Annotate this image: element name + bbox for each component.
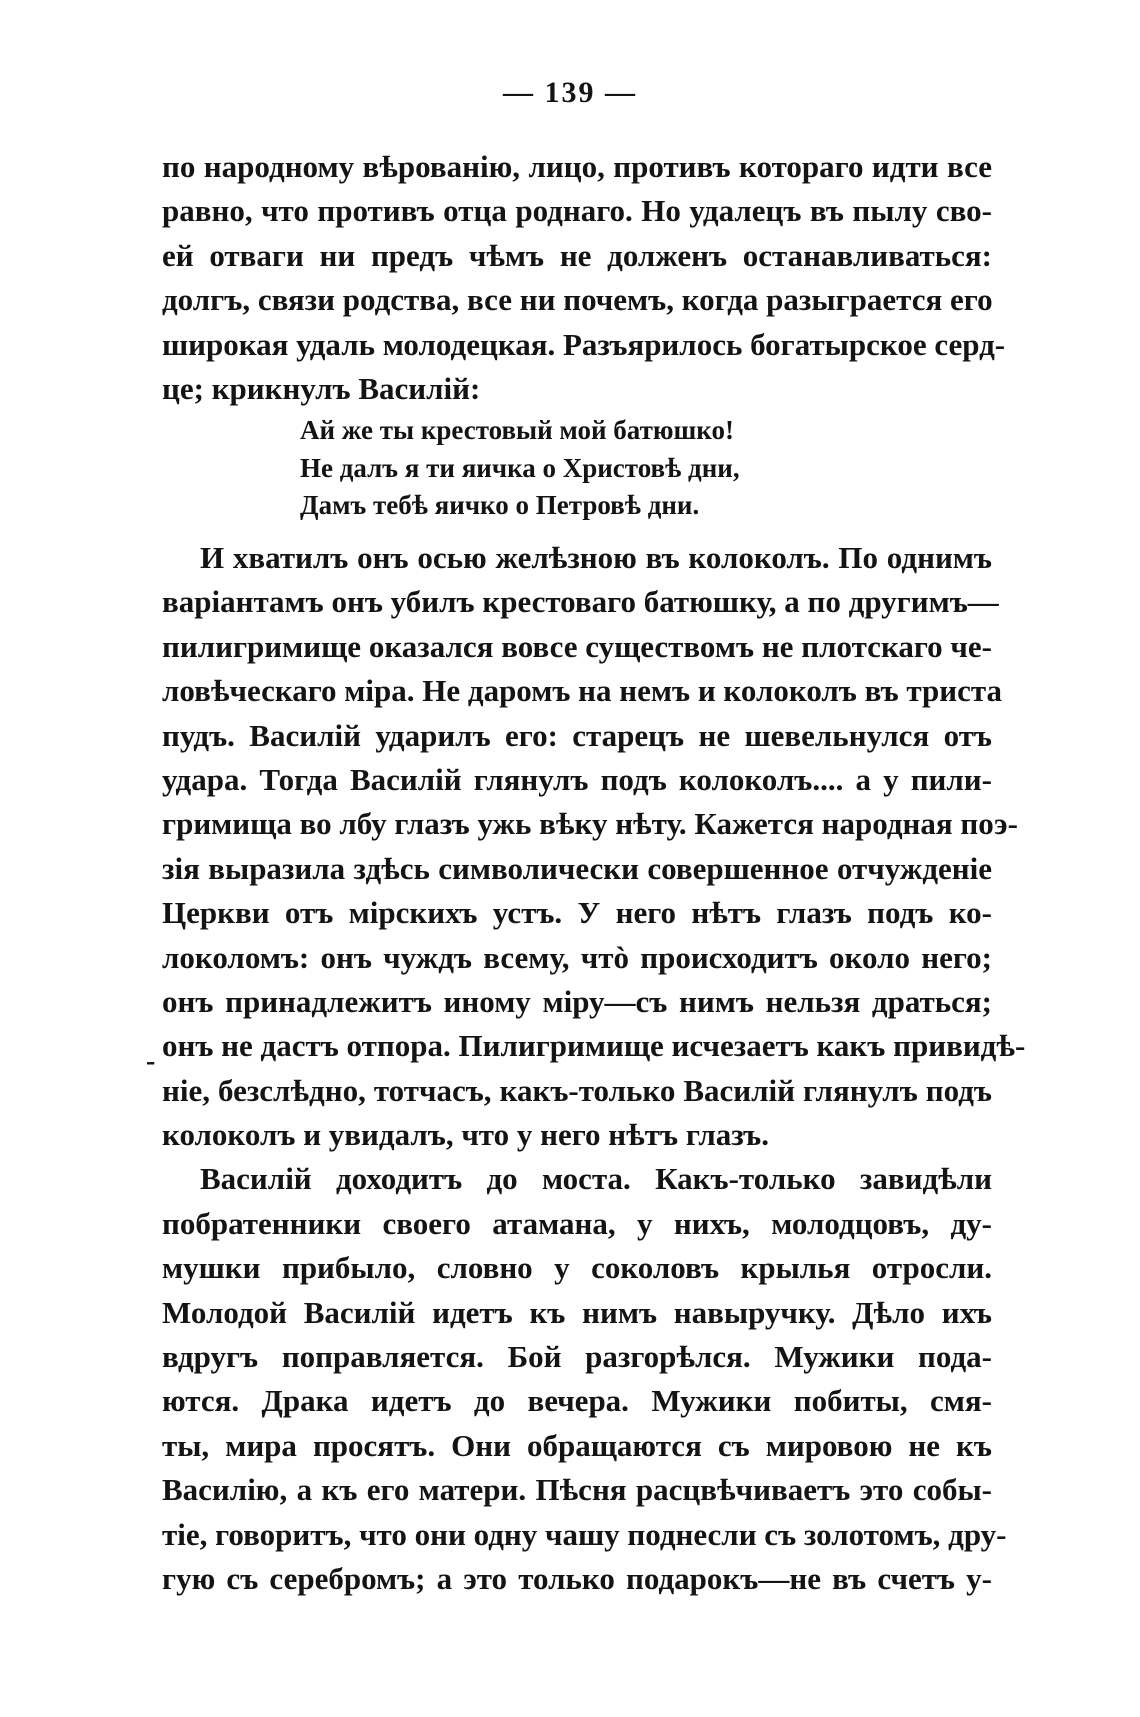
text-line: онъ принадлежитъ иному міру—съ нимъ нельзя драться; — [162, 983, 992, 1019]
page-number: — 139 — — [503, 76, 637, 109]
text-line: по народному вѣрованію, лицо, противъ котораго идти все — [162, 149, 992, 184]
poem-quote — [300, 412, 740, 525]
text-line: И хватилъ онъ осью желѣзною въ колоколъ. По однимъ — [200, 540, 992, 575]
text-line: ей отваги ни предъ чѣмъ не долженъ останавливаться: — [162, 237, 992, 273]
text-line: долгъ, связи родства, все ни почемъ, когда разыграется его — [162, 282, 993, 318]
text-line: ются. Драка идетъ до вечера. Мужики побиты, смя- — [162, 1383, 992, 1419]
text-line: Василій доходитъ до моста. Какъ-только завидѣли — [200, 1161, 992, 1197]
paragraph-2-and-3 — [162, 536, 1026, 1601]
text-line: гримища во лбу глазъ ужь вѣку нѣту. Кажется народная поэ- — [162, 806, 1018, 842]
text-line: вдругъ поправляется. Бой разгорѣлся. Мужики пода- — [162, 1339, 992, 1375]
text-line: ніе, безслѣдно, тотчасъ, какъ-только Василій глянулъ подъ — [162, 1072, 992, 1108]
text-line: це; крикнулъ Василій: — [162, 370, 481, 406]
text-line: варіантамъ онъ убилъ крестоваго батюшку, а по другимъ— — [162, 584, 999, 620]
text-line: локоломъ: онъ чуждъ всему, чтò происходитъ около него; — [162, 939, 992, 975]
text-line: тіе, говоритъ, что они одну чашу поднесли съ золотомъ, дру- — [162, 1516, 1007, 1552]
text-line: колоколъ и увидалъ, что у него нѣтъ глазъ. — [162, 1117, 769, 1153]
text-line: Василію, а къ его матери. Пѣсня расцвѣчиваетъ это собы- — [162, 1472, 992, 1508]
text-line: ловѣческаго міра. Не даромъ на немъ и колоколъ въ триста — [162, 673, 1002, 709]
text-line: гую съ серебромъ; а это только подарокъ—не въ счетъ у- — [162, 1560, 992, 1596]
text-line: широкая удаль молодецкая. Разъярилось богатырское серд- — [162, 326, 1006, 362]
text-line: зія выразила здѣсь символически совершенное отчужденіе — [162, 850, 992, 886]
text-line: Молодой Василій идетъ къ нимъ навыручку. Дѣло ихъ — [162, 1294, 992, 1330]
text-line: удара. Тогда Василій глянулъ подъ колоколъ.... а у пили- — [162, 761, 992, 797]
poem-line: Не далъ я ти яичка о Христовѣ дни, — [300, 452, 740, 483]
text-line: пилигримище оказался вовсе существомъ не плотскаго че- — [162, 628, 992, 664]
text-line: ты, мира просятъ. Они обращаются съ мировою не къ — [162, 1427, 992, 1463]
text-line: Церкви отъ мірскихъ устъ. У него нѣтъ глазъ подъ ко- — [162, 895, 992, 931]
text-line: онъ не дастъ отпора. Пилигримище исчезаетъ какъ привидѣ- — [162, 1028, 1026, 1064]
text-line: равно, что противъ отца роднаго. Но удалецъ въ пылу сво- — [162, 193, 992, 229]
text-line: пудъ. Василій ударилъ его: старецъ не шевельнулся отъ — [162, 717, 992, 753]
text-line: мушки прибыло, словно у соколовъ крылья отросли. — [162, 1250, 992, 1286]
poem-line: Ай же ты крестовый мой батюшко! — [300, 415, 734, 445]
paragraph-1 — [162, 145, 1006, 411]
text-line: побратенники своего атамана, у нихъ, молодцовъ, ду- — [162, 1205, 992, 1241]
margin-mark: - — [146, 1046, 156, 1077]
poem-line: Дамъ тебѣ яичко о Петровѣ дни. — [300, 490, 700, 520]
